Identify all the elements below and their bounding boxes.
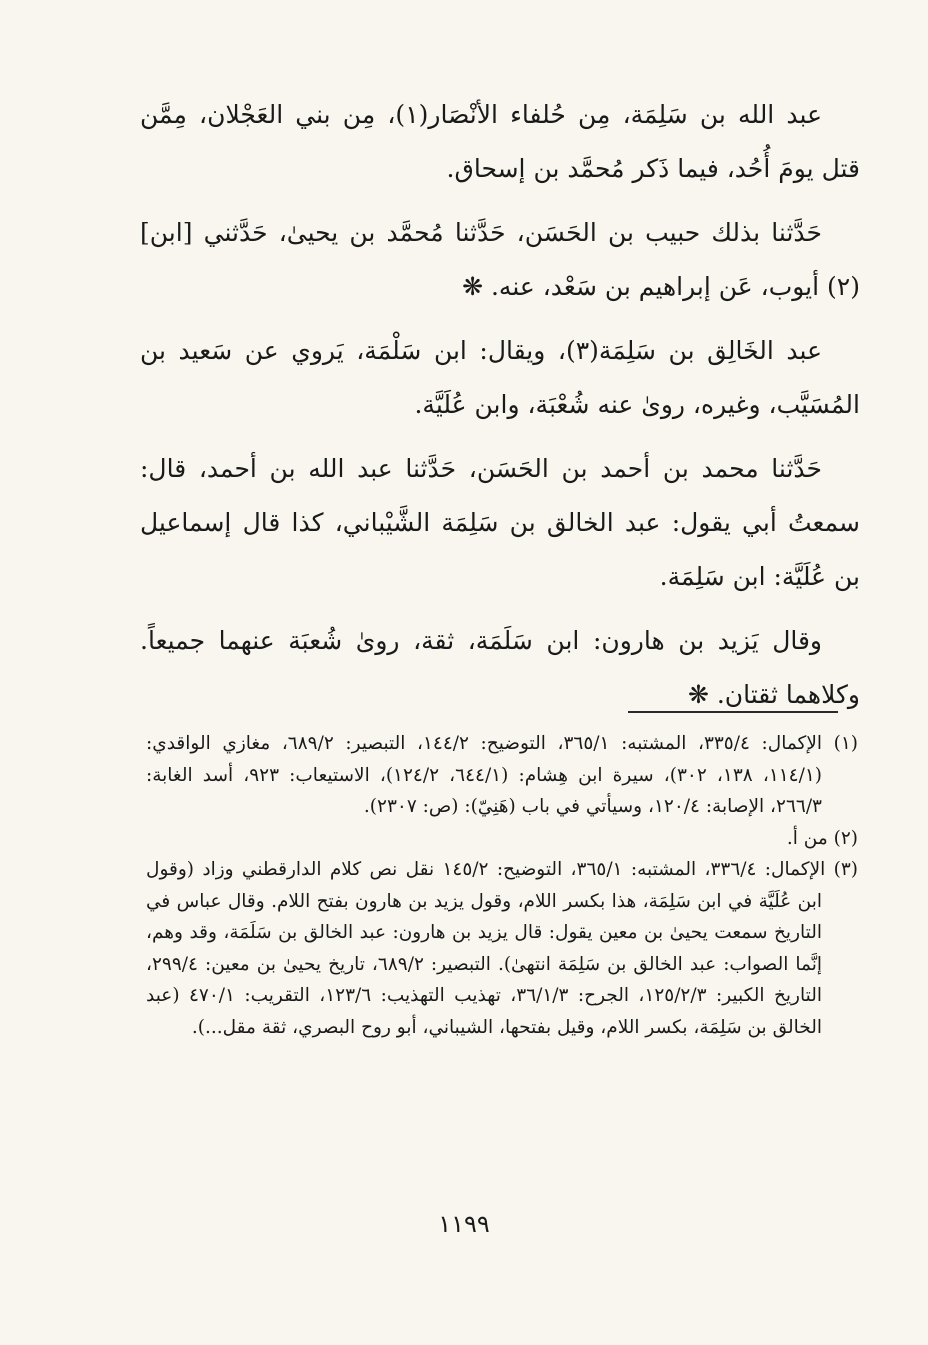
footnote: (٢) من أ. bbox=[786, 827, 858, 849]
paragraph: وقال يَزيد بن هارون: ابن سَلَمَة، ثقة، روىٰ شُعبَة عنهما جميعاً. وكلاهما ثقتان. ❋ bbox=[140, 626, 860, 709]
footnote-separator bbox=[628, 711, 838, 713]
footnotes bbox=[146, 728, 858, 1043]
paragraph: حَدَّثنا محمد بن أحمد بن الحَسَن، حَدَّثنا عبد الله بن أحمد، قال: سمعتُ أبي يقول: عبد الخالق بن سَلِمَة الشَّيْباني، كذا قال إسماعيل بن عُلَيَّة: ابن سَلِمَة. bbox=[140, 454, 860, 591]
paragraph: حَدَّثنا بذلك حبيب بن الحَسَن، حَدَّثنا مُحمَّد بن يحيىٰ، حَدَّثني [ابن](٢) أيوب، عَن إبراهيم بن سَعْد، عنه. ❋ bbox=[140, 218, 860, 301]
footnote: (٣) الإكمال: ٣٣٦/٤، المشتبه: ٣٦٥/١، التوضيح: ١٤٥/٢ نقل نص كلام الدارقطني وزاد (وقول ابن عُلَيَّة في ابن سَلِمَة، هذا بكسر اللام، وقول يزيد بن هارون بفتح اللام. وقال عباس في التاريخ سمعت يحيىٰ بن معين يقول: قال يزيد بن هارون: عبد الخالق بن سَلَمَة، وقد وهم، إنَّما الصواب: عبد الخالق بن سَلِمَة انتهىٰ). التبصير: ٦٨٩/٢، تاريخ يحيىٰ بن معين: ٢٩٩/٤، التاريخ الكبير: ١٢٥/٢/٣، الجرح: ٣٦/١/٣، تهذيب التهذيب: ١٢٣/٦، التقريب: ٤٧٠/١ (عبد الخالق بن سَلِمَة، بكسر اللام، وقيل بفتحها، الشيباني، أبو روح البصري، ثقة مقل...). bbox=[146, 859, 858, 1038]
paragraph: عبد الخَالِق بن سَلِمَة(٣)، ويقال: ابن سَلْمَة، يَروي عن سَعيد بن المُسَيَّب، وغيره، روىٰ عنه شُعْبَة، وابن عُلَيَّة. bbox=[140, 336, 860, 419]
main-text bbox=[140, 88, 860, 732]
paragraph: عبد الله بن سَلِمَة، مِن حُلفاء الأنْصَار(١)، مِن بني العَجْلان، مِمَّن قتل يومَ أُحُد، فيما ذَكر مُحمَّد بن إسحاق. bbox=[140, 100, 860, 183]
page-number: ١١٩٩ bbox=[438, 1210, 490, 1238]
footnote: (١) الإكمال: ٣٣٥/٤، المشتبه: ٣٦٥/١، التوضيح: ١٤٤/٢، التبصير: ٦٨٩/٢، مغازي الواقدي: (١١٤/١، ١٣٨، ٣٠٢)، سيرة ابن هِشام: (٦٤٤/١، ١٢٤/٢)، الاستيعاب: ٩٢٣، أسد الغابة: ٢٦٦/٣، الإصابة: ١٢٠/٤، وسيأتي في باب (هَنِيّ): (ص: ٢٣٠٧). bbox=[146, 733, 858, 817]
